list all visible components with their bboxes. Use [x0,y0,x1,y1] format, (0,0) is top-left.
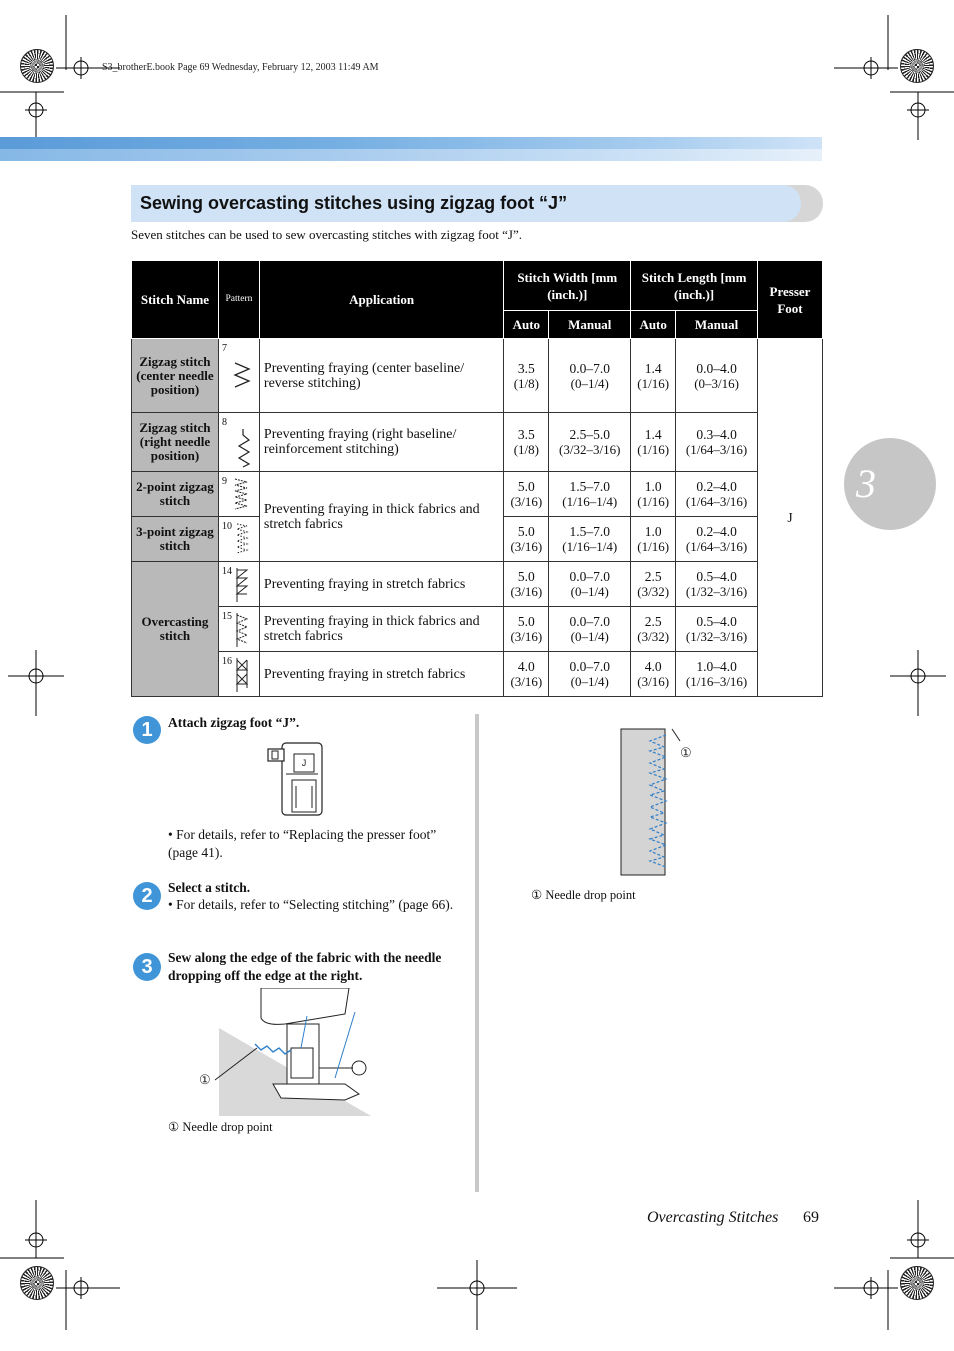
length-auto: 1.4 (1/16) [631,339,676,413]
width-auto: 5.0 (3/16) [504,607,549,652]
table-row [132,607,823,652]
width-auto: 5.0 (3/16) [504,562,549,607]
header-width-auto: Auto [504,311,549,339]
table-row [132,413,823,472]
sewing-illustration [195,988,375,1118]
header-stitch-length: Stitch Length [mm (inch.)] [631,261,758,311]
length-manual: 0.0–4.0 (0–3/16) [676,339,758,413]
step-2-note: • For details, refer to “Selecting stitching” (page 66). [168,897,454,912]
application: Preventing fraying in thick fabrics and stretch fabrics [259,472,503,562]
two-point-zigzag-pattern-icon [231,476,253,514]
fabric-stitch-illustration [620,727,710,877]
table-row [132,562,823,607]
length-auto: 4.0 (3/16) [631,652,676,697]
length-auto: 1.0 (1/16) [631,517,676,562]
three-point-zigzag-pattern-icon [231,521,253,559]
section-title: Sewing overcasting stitches using zigzag foot “J” [140,193,568,213]
section-heading [131,185,823,222]
header-length-manual: Manual [676,311,758,339]
pattern-cell [218,517,259,562]
application: Preventing fraying in stretch fabrics [259,562,503,607]
zigzag-center-pattern-icon [231,359,253,399]
width-manual: 0.0–7.0 (0–1/4) [549,562,631,607]
length-manual: 1.0–4.0 (1/16–3/16) [676,652,758,697]
width-auto: 4.0 (3/16) [504,652,549,697]
table-row [132,339,823,413]
stitch-name: 3-point zigzag stitch [132,517,219,562]
step-1-badge: 1 [133,716,161,744]
pattern-number: 8 [221,417,227,428]
intro-text: Seven stitches can be used to sew overcasting stitches with zigzag foot “J”. [131,227,522,242]
header-application: Application [259,261,503,339]
chapter-number: 3 [856,461,876,506]
length-manual: 0.2–4.0 (1/64–3/16) [676,517,758,562]
step-3-title: Sew along the edge of the fabric with the needle dropping off the edge at the right. [168,950,442,983]
application: Preventing fraying in thick fabrics and stretch fabrics [259,607,503,652]
header-pattern: Pattern [218,261,259,339]
stitch-name: Zigzag stitch (right needle position) [132,413,219,472]
length-auto: 1.0 (1/16) [631,472,676,517]
width-manual: 1.5–7.0 (1/16–1/4) [549,517,631,562]
length-manual: 0.2–4.0 (1/64–3/16) [676,472,758,517]
overcasting-pattern-icon [231,566,253,604]
pattern-cell [218,472,259,517]
step-1-title: Attach zigzag foot “J”. [168,715,300,730]
stitch-name: Zigzag stitch (center needle position) [132,339,219,413]
application: Preventing fraying (right baseline/ reinforcement stitching) [259,413,503,472]
header-width-manual: Manual [549,311,631,339]
header-length-auto: Auto [631,311,676,339]
caption-needle-drop-right: ① Needle drop point [531,888,636,902]
zigzag-foot-j-icon [266,742,326,818]
pattern-cell [218,562,259,607]
length-manual: 0.3–4.0 (1/64–3/16) [676,413,758,472]
column-divider [475,714,479,1192]
pattern-number: 10 [221,521,232,532]
length-auto: 2.5 (3/32) [631,607,676,652]
length-auto: 1.4 (1/16) [631,413,676,472]
header-stitch-width: Stitch Width [mm (inch.)] [504,261,631,311]
print-info: S3_brotherE.book Page 69 Wednesday, February 12, 2003 11:49 AM [102,62,379,73]
application: Preventing fraying in stretch fabrics [259,652,503,697]
presser-foot-value: J [758,339,823,697]
table-row [132,652,823,697]
length-auto: 2.5 (3/32) [631,562,676,607]
caption-needle-drop-left: ① Needle drop point [168,1120,273,1134]
footer-section-name: Overcasting Stitches [647,1209,779,1226]
pattern-number: 14 [221,566,232,577]
page-number: 69 [803,1209,819,1226]
width-manual: 0.0–7.0 (0–1/4) [549,652,631,697]
step-1-note: • For details, refer to “Replacing the presser foot” (page 41). [168,827,437,860]
overcasting-thick-pattern-icon [231,611,253,649]
width-manual: 2.5–5.0 (3/32–3/16) [549,413,631,472]
callout-number: ① [680,745,692,760]
callout-number: ① [199,1072,211,1087]
pattern-number: 7 [221,343,227,354]
table-row [132,472,823,517]
width-auto: 5.0 (3/16) [504,517,549,562]
chapter-tab [844,438,936,530]
header-color-band [0,137,822,161]
header-presser-foot: Presser Foot [758,261,823,339]
width-auto: 3.5 (1/8) [504,339,549,413]
pattern-cell [218,413,259,472]
foot-letter: J [301,758,307,768]
width-manual: 0.0–7.0 (0–1/4) [549,607,631,652]
pattern-cell [218,339,259,413]
length-manual: 0.5–4.0 (1/32–3/16) [676,562,758,607]
header-stitch-name: Stitch Name [132,261,219,339]
length-manual: 0.5–4.0 (1/32–3/16) [676,607,758,652]
pattern-number: 16 [221,656,232,667]
width-auto: 3.5 (1/8) [504,413,549,472]
width-auto: 5.0 (3/16) [504,472,549,517]
pattern-cell [218,652,259,697]
step-2-badge: 2 [133,882,161,910]
width-manual: 1.5–7.0 (1/16–1/4) [549,472,631,517]
overcasting-cross-pattern-icon [231,656,253,694]
step-3-badge: 3 [133,953,161,981]
step-2-title: Select a stitch. [168,880,251,895]
stitch-table [131,260,823,697]
zigzag-right-pattern-icon [231,427,253,469]
pattern-number: 9 [221,476,227,487]
pattern-cell [218,607,259,652]
stitch-name: Overcasting stitch [132,562,219,697]
stitch-name: 2-point zigzag stitch [132,472,219,517]
application: Preventing fraying (center baseline/ reverse stitching) [259,339,503,413]
width-manual: 0.0–7.0 (0–1/4) [549,339,631,413]
pattern-number: 15 [221,611,232,622]
